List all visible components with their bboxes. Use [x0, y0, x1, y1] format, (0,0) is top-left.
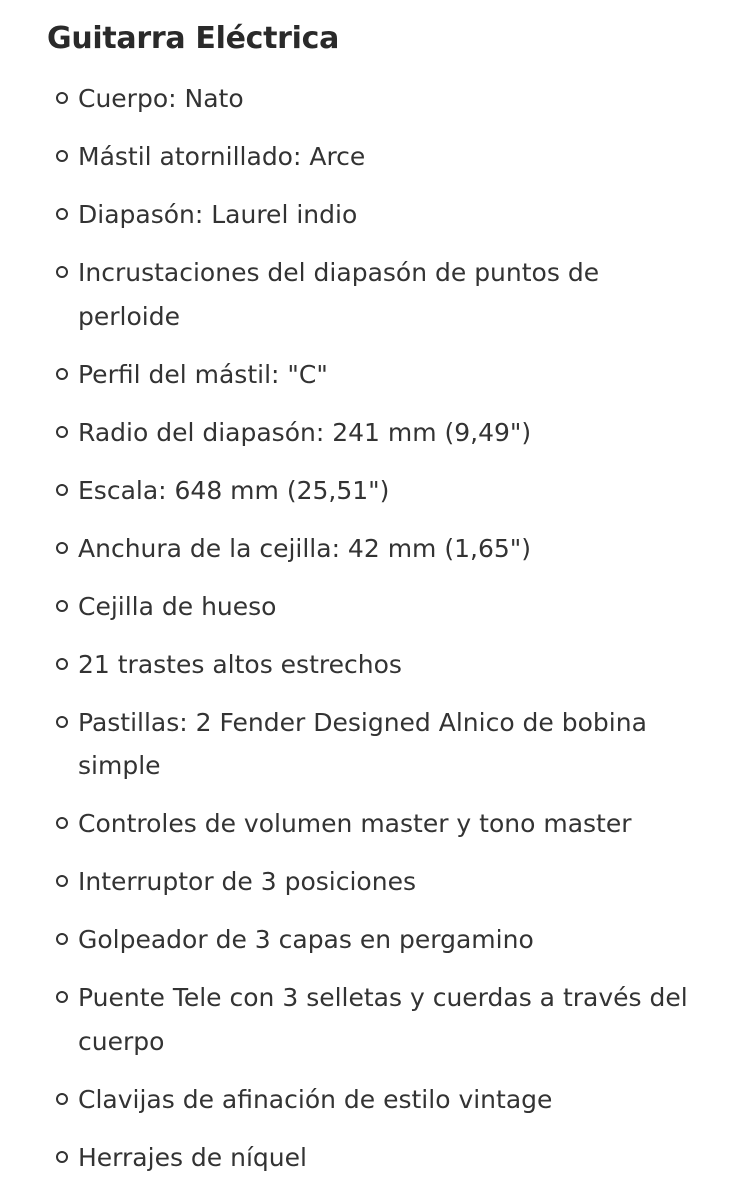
circle-bullet-icon: [56, 991, 68, 1003]
spec-text: Anchura de la cejilla: 42 mm (1,65"): [78, 533, 532, 563]
list-item: [47, 77, 707, 121]
circle-bullet-icon: [56, 150, 68, 162]
spec-text: Incrustaciones del diapasón de puntos de perloide: [78, 258, 600, 331]
list-item: [47, 918, 707, 962]
circle-bullet-icon: [56, 875, 68, 887]
spec-text: Escala: 648 mm (25,51"): [78, 475, 390, 505]
circle-bullet-icon: [56, 426, 68, 438]
circle-bullet-icon: [56, 484, 68, 496]
list-item: [47, 802, 707, 846]
list-item: [47, 976, 707, 1063]
spec-text: Clavijas de afinación de estilo vintage: [78, 1084, 553, 1114]
spec-text: Radio del diapasón: 241 mm (9,49"): [78, 417, 532, 447]
spec-section: [47, 18, 707, 1194]
spec-text: Herrajes de níquel: [78, 1142, 307, 1172]
list-item: [47, 251, 707, 338]
list-item: [47, 135, 707, 179]
spec-list: [47, 77, 707, 1179]
spec-text: Cejilla de hueso: [78, 591, 277, 621]
circle-bullet-icon: [56, 92, 68, 104]
list-item: [47, 527, 707, 571]
circle-bullet-icon: [56, 266, 68, 278]
circle-bullet-icon: [56, 600, 68, 612]
circle-bullet-icon: [56, 658, 68, 670]
circle-bullet-icon: [56, 542, 68, 554]
circle-bullet-icon: [56, 368, 68, 380]
circle-bullet-icon: [56, 208, 68, 220]
spec-text: Mástil atornillado: Arce: [78, 142, 366, 171]
spec-text: Pastillas: 2 Fender Designed Alnico de bobina simple: [78, 707, 647, 780]
spec-text: Puente Tele con 3 selletas y cuerdas a través del cuerpo: [78, 983, 688, 1056]
list-item: [47, 585, 707, 629]
circle-bullet-icon: [56, 933, 68, 945]
circle-bullet-icon: [56, 817, 68, 829]
list-item: [47, 411, 707, 455]
spec-text: 21 trastes altos estrechos: [78, 649, 402, 679]
spec-text: Perfil del mástil: "C": [78, 359, 328, 389]
list-item: [47, 1078, 707, 1122]
list-item: [47, 353, 707, 397]
list-item: [47, 701, 707, 788]
spec-text: Interruptor de 3 posiciones: [78, 867, 416, 896]
spec-text: Diapasón: Laurel indio: [78, 200, 358, 229]
list-item: [47, 193, 707, 237]
list-item: [47, 1136, 707, 1180]
spec-text: Cuerpo: Nato: [78, 84, 244, 113]
circle-bullet-icon: [56, 716, 68, 728]
list-item: [47, 643, 707, 687]
section-title: Guitarra Eléctrica: [47, 21, 340, 56]
circle-bullet-icon: [56, 1151, 68, 1163]
spec-text: Golpeador de 3 capas en pergamino: [78, 925, 534, 954]
circle-bullet-icon: [56, 1093, 68, 1105]
spec-text: Controles de volumen master y tono master: [78, 809, 632, 838]
list-item: [47, 860, 707, 904]
list-item: [47, 469, 707, 513]
